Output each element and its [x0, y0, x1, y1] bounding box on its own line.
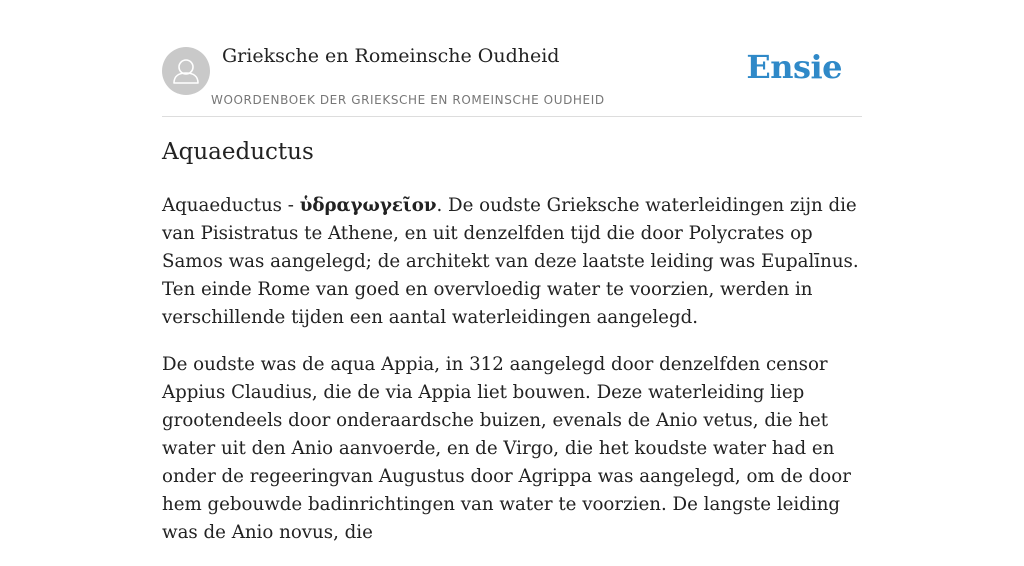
ensie-logo[interactable]: Ensie	[746, 48, 842, 86]
greek-term: ὑδραγωγεῖον	[299, 195, 437, 216]
page	[162, 0, 862, 543]
source-subtitle: WOORDENBOEK DER GRIEKSCHE EN ROMEINSCHE OUDHEID	[211, 93, 605, 107]
source-title-link[interactable]: Grieksche en Romeinsche Oudheid	[222, 45, 560, 67]
paragraph-lead: Aquaeductus -	[162, 195, 300, 216]
header	[162, 0, 862, 117]
user-silhouette-icon	[162, 47, 210, 95]
paragraph-text: . De oudste Grieksche waterleidingen zijn die van Pisistratus te Athene, en uit denzelfden tijd die door Polycrates op Samos was aangelegd; de architekt van deze laatste leiding was Eupalīnus. Ten einde Rome van goed en overvloedig water te voorzien, werden in verschillende tijden een aantal waterleidingen aangelegd.	[162, 195, 859, 328]
article-title: Aquaeductus	[162, 139, 314, 165]
paragraph: De oudste was de aqua Appia, in 312 aangelegd door denzelfden censor Appius Claudius, die de via Appia liet bouwen. Deze waterleiding liep grootendeels door onderaardsche buizen, evenals de Anio vetus, die het water uit den Anio aanvoerde, en de Virgo, die het koudste water had en onder de regeeringvan Augustus door Agrippa was aangelegd, om de door hem gebouwde badinrichtingen van water te voorzien. De langste leiding was de Anio novus, die	[162, 354, 851, 543]
article-body	[162, 192, 862, 566]
paragraph	[162, 192, 862, 332]
